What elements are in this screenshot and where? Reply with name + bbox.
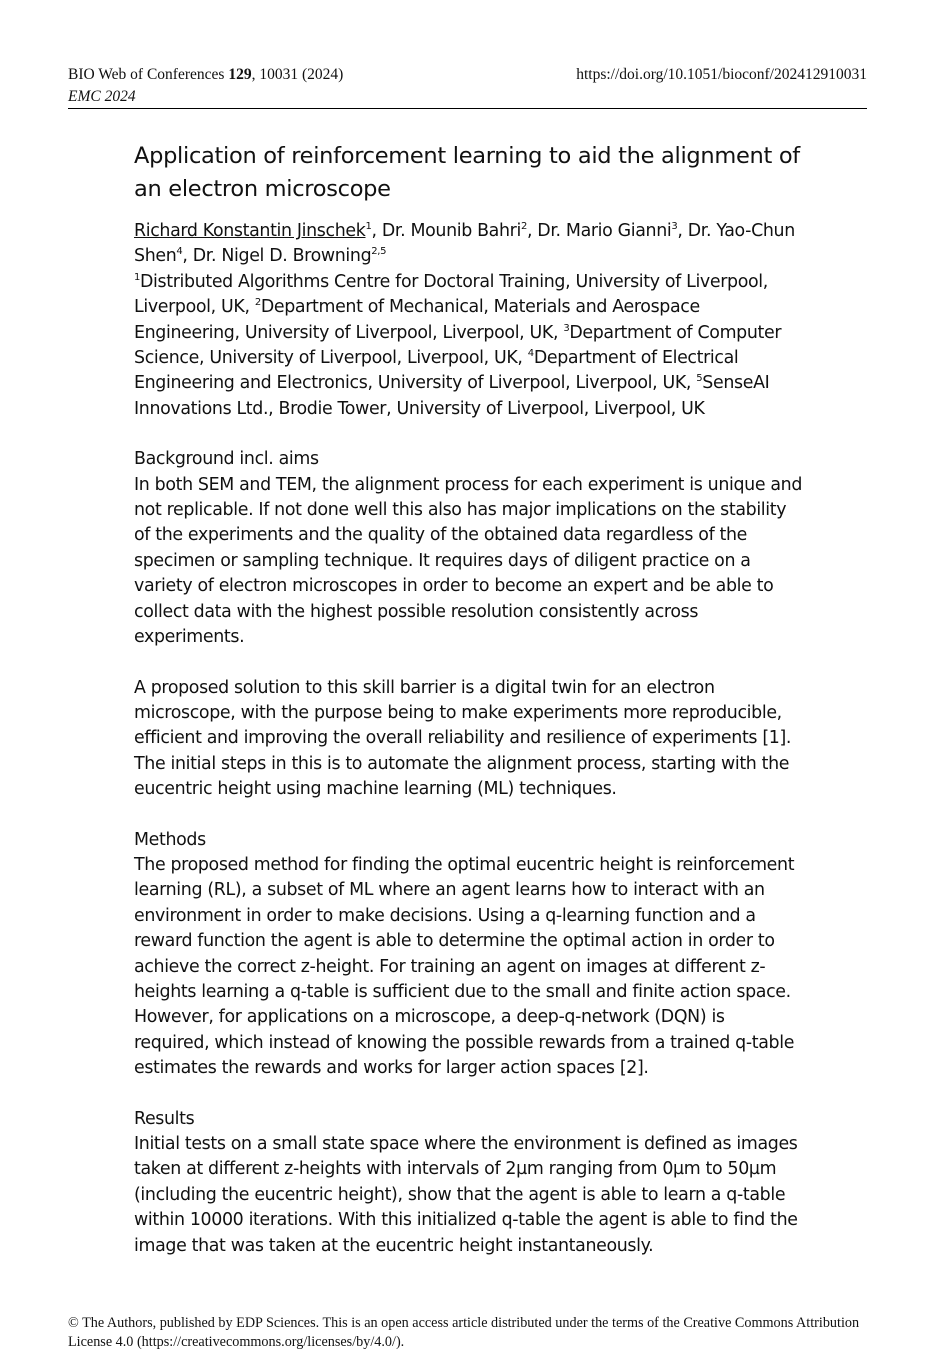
conference-name: EMC 2024: [68, 88, 136, 105]
journal-volume: 129: [228, 66, 252, 83]
affiliation-text: Department of Electrical Engineering and Electronics, University of Liverpool, Liverpool, UK,: [134, 348, 739, 394]
affiliation-text: SenseAI Innovations Ltd., Brodie Tower, University of Liverpool, Liverpool, UK: [134, 373, 770, 419]
section-methods: [134, 828, 804, 1082]
author-sup: 2,5: [371, 246, 387, 258]
paragraph: The proposed method for finding the optimal eucentric height is reinforcement learning (RL), a subset of ML where an agent learns how to interact with an environment in order to make decisions. Using a q-learning function and a reward function the agent is able to determine the optimal action in order to achieve the correct z-height. For training an agent on images at different z-heights learning a q-table is sufficient due to the small and finite action space. However, for applications on a microscope, a deep-q-network (DQN) is required, which instead of knowing the possible rewards from a trained q-table estimates the rewards and works for larger action spaces [2].: [134, 854, 795, 1079]
author-sup: 2: [520, 221, 527, 233]
author-name: , Dr. Yao-Chun Shen: [134, 221, 795, 267]
section-background: [134, 447, 804, 802]
journal-article-number: , 10031 (2024): [251, 66, 344, 83]
affiliation-sup: 1: [134, 272, 141, 284]
author-sup: 4: [176, 246, 183, 258]
affiliation-sup: 3: [563, 322, 570, 334]
doi-link[interactable]: https://doi.org/10.1051/bioconf/202412910031: [576, 66, 867, 83]
affiliation-sup: 2: [254, 297, 261, 309]
header-divider: [68, 108, 867, 109]
author-name: , Dr. Nigel D. Browning: [182, 246, 372, 267]
article-body: [134, 140, 804, 1259]
license-footer: © The Authors, published by EDP Sciences. This is an open access article distributed under the terms of the Creative Commons Attribution License 4.0 (https://creativecommons.org/licenses/by/4.0/).: [68, 1315, 860, 1350]
author-name: , Dr. Mario Gianni: [526, 221, 672, 241]
paragraph: Initial tests on a small state space where the environment is defined as images taken at different z-heights with intervals of 2µm ranging from 0µm to 50µm (including the eucentric height), show that the agent is able to learn a q-table within 10000 iterations. With this initialized q-table the agent is able to find the image that was taken at the eucentric height instantaneously.: [134, 1134, 798, 1256]
affiliation-text: Distributed Algorithms Centre for Doctoral Training, University of Liverpool, Liverpool, UK,: [134, 271, 768, 318]
paragraph: A proposed solution to this skill barrier is a digital twin for an electron microscope, with the purpose being to make experiments more reproducible, efficient and improving the overall reliability and resilience of experiments [1]. The initial steps in this is to automate the alignment process, starting with the eucentric height using machine learning (ML) techniques.: [134, 677, 792, 800]
author-name: , Dr. Mounib Bahri: [371, 221, 521, 241]
author-sup: 3: [671, 221, 678, 233]
affiliation-text: Department of Mechanical, Materials and Aerospace Engineering, University of Liverpool, Liverpool, UK,: [134, 297, 700, 343]
section-heading: Methods: [134, 829, 206, 850]
affiliation-text: Department of Computer Science, University of Liverpool, Liverpool, UK,: [134, 322, 782, 369]
paragraph: In both SEM and TEM, the alignment process for each experiment is unique and not replicable. If not done well this also has major implications on the stability of the experiments and the quality of the obtained data regardless of the specimen or sampling technique. It requires days of diligent practice on a variety of electron microscopes in order to become an expert and be able to collect data with the highest possible resolution consistently across experiments.: [134, 474, 803, 648]
journal-citation: [68, 64, 343, 86]
first-author: Richard Konstantin Jinschek: [134, 221, 366, 241]
journal-name: BIO Web of Conferences: [68, 66, 229, 83]
author-list: [134, 219, 804, 270]
section-heading: Results: [134, 1108, 195, 1129]
section-results: [134, 1107, 804, 1259]
section-heading: Background incl. aims: [134, 449, 319, 470]
affiliation-sup: 4: [527, 348, 534, 360]
affiliation-sup: 5: [696, 373, 703, 385]
author-sup: 1: [365, 221, 372, 233]
article-title: Application of reinforcement learning to aid the alignment of an electron microscope: [134, 143, 800, 202]
affiliations: [134, 270, 804, 422]
